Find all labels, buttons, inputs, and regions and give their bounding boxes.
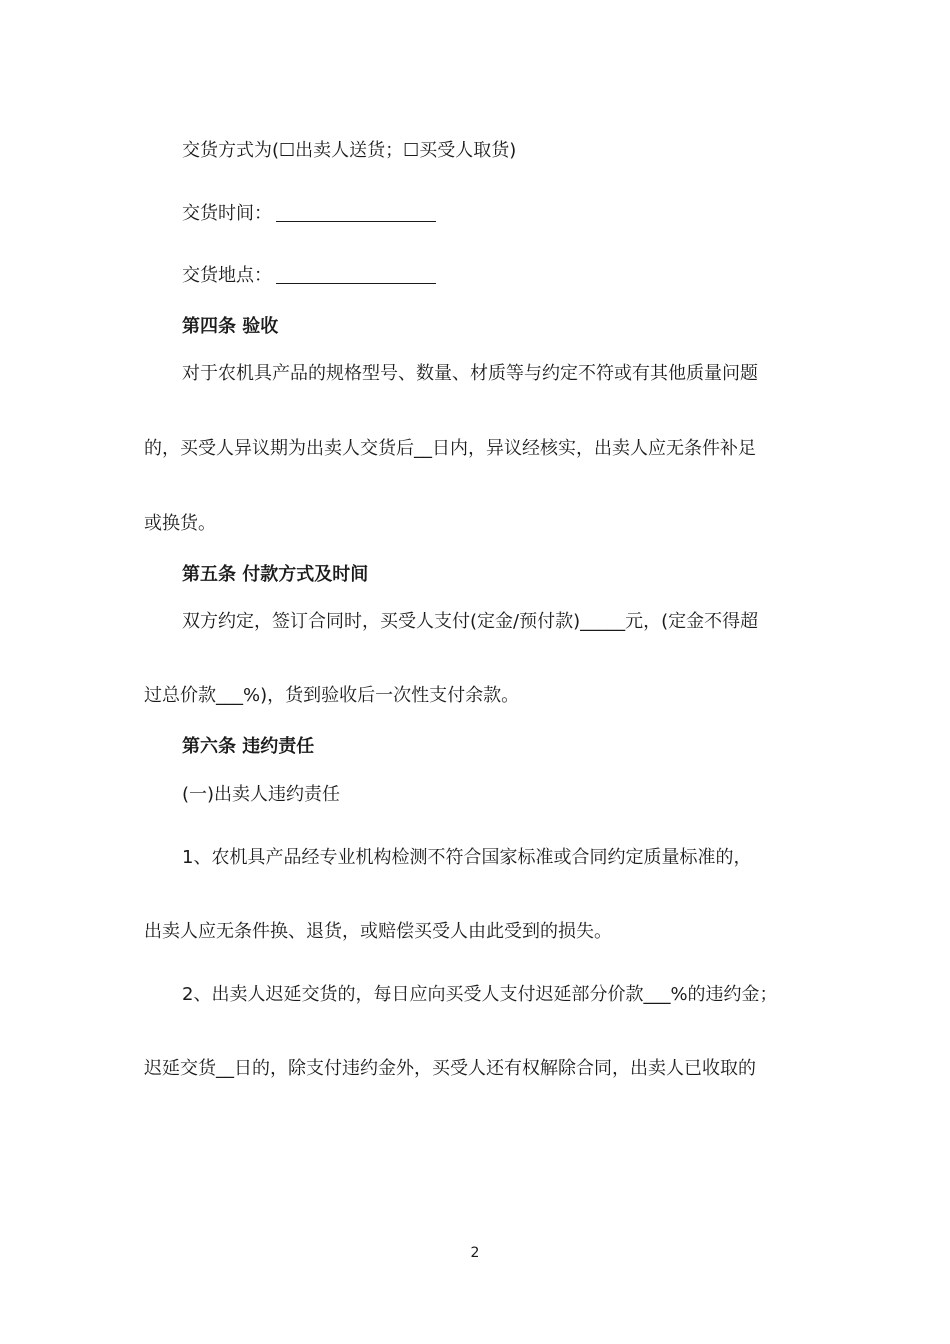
delivery-place-label: 交货地点： [182, 265, 272, 286]
article-6-heading: 第六条 违约责任 [182, 736, 315, 757]
page-number: 2 [470, 1245, 480, 1261]
delivery-method-line: 交货方式为(☐出卖人送货；☐买受人取货) [182, 140, 517, 161]
article-4-heading: 第四条 验收 [182, 316, 279, 337]
delivery-time-line [182, 202, 436, 226]
delivery-time-blank [276, 203, 436, 222]
article-5-line-2: 过总价款___%)，货到验收后一次性支付余款。 [144, 685, 520, 706]
article-6-subheading: (一)出卖人违约责任 [182, 784, 341, 805]
article-5-line-1: 双方约定，签订合同时，买受人支付(定金/预付款)_____元，(定金不得超 [182, 611, 759, 632]
article-4-line-3: 或换货。 [144, 513, 216, 534]
delivery-time-label: 交货时间： [182, 203, 272, 224]
article-6-item-1-line-1: 1、农机具产品经专业机构检测不符合国家标准或合同约定质量标准的， [182, 847, 752, 868]
article-4-line-1: 对于农机具产品的规格型号、数量、材质等与约定不符或有其他质量问题 [182, 363, 758, 384]
article-6-item-1-line-2: 出卖人应无条件换、退货，或赔偿买受人由此受到的损失。 [144, 921, 612, 942]
article-6-item-2-line-2: 迟延交货__日的，除支付违约金外，买受人还有权解除合同，出卖人已收取的 [144, 1058, 756, 1079]
delivery-place-line [182, 264, 436, 288]
article-6-item-2-line-1: 2、出卖人迟延交货的，每日应向买受人支付迟延部分价款___%的违约金； [182, 984, 778, 1005]
delivery-place-blank [276, 265, 436, 284]
article-4-line-2: 的，买受人异议期为出卖人交货后__日内，异议经核实，出卖人应无条件补足 [144, 438, 756, 459]
article-5-heading: 第五条 付款方式及时间 [182, 564, 369, 585]
